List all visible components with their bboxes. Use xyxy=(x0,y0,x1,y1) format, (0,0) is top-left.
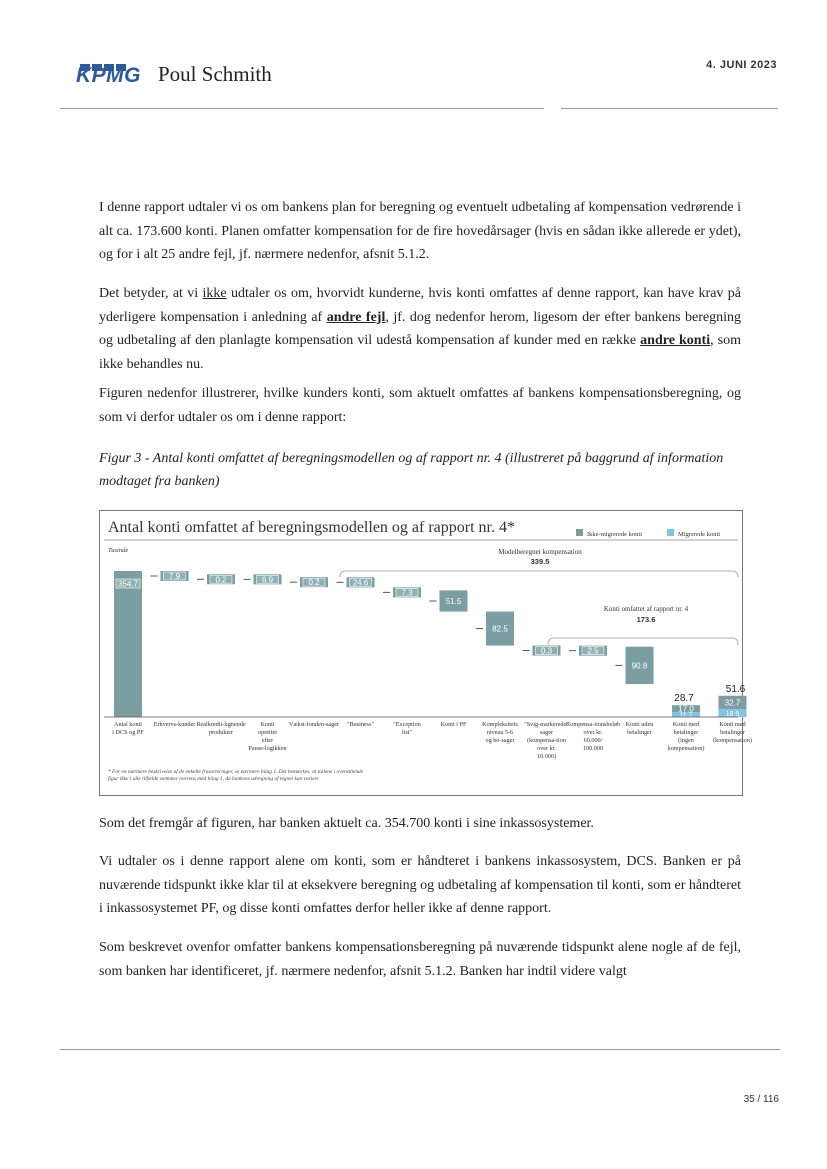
bar-value-3: 6.9 xyxy=(261,575,274,585)
unit-label: Tusinde xyxy=(108,547,129,554)
category-label-12: Konti med betalinger (ingen kompensation) xyxy=(667,721,705,752)
category-label-7: Konti i PF xyxy=(440,721,467,728)
bar-total-12: 28.7 xyxy=(674,693,694,705)
header-divider-left xyxy=(60,108,544,109)
bar-value-2: 0.2 xyxy=(215,575,227,585)
annotation-label-2: Konti omfattet af rapport nr. 4 xyxy=(603,605,689,613)
paragraph-4: Som det fremgår af figuren, har banken aktuelt ca. 354.700 konti i sine inkassosystemer. xyxy=(99,816,594,831)
bar-total-13: 51.6 xyxy=(725,683,746,695)
chart-footnote: * For en nærmere beskrivelse af de enkelte frasorteringer, se nærmere bilag 1. Det bemærkes, at tallene i ovenstående figur ikke i alle tilfælde stemmer overens med bilag 1, da bankens udregning af tegnet kan variere xyxy=(108,769,364,782)
waterfall-chart xyxy=(100,511,752,795)
paragraph-6: Som beskrevet ovenfor omfatter bankens kompensationsberegning på nuværende tidspunkt alene nogle af de fejl, som banken har identificeret, jf. nærmere nedenfor, afsnit 5.1.2. Banken har indtil videre valgt xyxy=(99,940,741,979)
header-divider-right xyxy=(561,108,778,109)
category-label-13: Konti med betalinger (kompensation) xyxy=(713,721,752,744)
bar-value-8: 82.5 xyxy=(492,624,508,634)
figure-caption: Figur 3 - Antal konti omfattet af beregningsmodellen og af rapport nr. 4 (illustreret på baggrund af information modtaget fra banken) xyxy=(99,451,724,489)
category-label-3: Konti oprettet efter Pause-logikken xyxy=(248,721,287,752)
annotation-label-1: Modelberegnet kompensation xyxy=(498,548,582,556)
bar-value-11: 90.8 xyxy=(631,661,648,671)
kpmg-logo: KPMG xyxy=(76,64,141,87)
legend-swatch-migrated xyxy=(667,529,674,536)
page-number: 35 / 116 xyxy=(743,1094,779,1105)
annotation-value-1: 339.5 xyxy=(530,557,550,566)
category-label-9: "Svig-markerede" sager (kompensa-tion over kr. 10.000) xyxy=(524,721,569,760)
category-label-5: "Business" xyxy=(346,721,375,728)
emphasis-andre-konti: andre konti xyxy=(640,333,711,348)
emphasis-ikke: ikke xyxy=(202,286,227,301)
category-label-0: Antal konti i DCS og PF xyxy=(112,721,144,736)
bar-value-non-migrated-12: 17.0 xyxy=(678,704,694,714)
paragraph-3: Figuren nedenfor illustrerer, hvilke kunders konti, som aktuelt omfattes af bankens kompensationsberegning, og som vi derfor udtaler os om i denne rapport: xyxy=(99,386,741,425)
bar-value-1: 7.9 xyxy=(168,572,181,581)
category-label-10: Kompensa-tionsbeløb over kr. 60.000/ 100.000 xyxy=(565,721,621,752)
annotation-bracket-1 xyxy=(340,571,738,577)
annotation-value-2: 173.6 xyxy=(636,615,656,624)
category-label-11: Konti uden betalinger xyxy=(625,721,654,736)
category-label-4: Vækst-fonden-sager xyxy=(288,721,340,728)
legend-swatch-non-migrated xyxy=(576,529,583,536)
bar-value-10: 2.5 xyxy=(587,646,599,656)
legend-label-non-migrated: Ikke-migrerede konti xyxy=(587,531,643,538)
chart-title: Antal konti omfattet af beregningsmodellen og af rapport nr. 4* xyxy=(108,519,515,536)
category-label-1: Erhvervs-kunder xyxy=(153,721,196,728)
bar-value-5: 24.6 xyxy=(352,578,369,588)
bar-value-6: 7.3 xyxy=(401,588,413,598)
bar-value-migrated-12: 11.7 xyxy=(679,712,693,720)
bar-value-0: 354.7 xyxy=(117,579,139,589)
bar-value-7: 51.5 xyxy=(445,596,462,606)
waterfall-figure xyxy=(99,510,752,796)
paragraph-2: Det betyder, at vi ikke udtaler os om, hvorvidt kunderne, hvis konti omfattes af denne rapport, kan have krav på yderligere kompensation i anledning af andre fejl, jf. dog nedenfor herom, ligesom der efter bankens beregning og udbetaling af den planlagte kompensation vil udestå kompensation af kunder med en række andre konti, som ikke behandles nu. xyxy=(99,286,742,372)
category-label-2: Realkredit-lignende produkter xyxy=(196,721,246,736)
footer-divider xyxy=(60,1049,780,1050)
bar-value-4: 0.2 xyxy=(308,578,320,588)
category-label-6: "Exception list" xyxy=(393,721,421,736)
bar-value-9: 0.3 xyxy=(540,646,553,656)
paragraph-5: Vi udtaler os i denne rapport alene om konti, som er håndteret i bankens inkassosystem, DCS. Banken er på nuværende tidspunkt ikke klar til at eksekvere beregning og udbetaling af kompensation til konti, som er håndteret i inkassosystemet PF, og disse konti omfattes derfor heller ikke af denne rapport. xyxy=(99,854,741,916)
report-date: 4. JUNI 2023 xyxy=(706,59,777,71)
bar-0 xyxy=(114,571,142,717)
kpmg-logo-blocks xyxy=(80,56,136,63)
annotation-bracket-2 xyxy=(548,638,738,645)
author-name: Poul Schmith xyxy=(158,62,272,86)
bar-value-migrated-13: 18.9 xyxy=(725,711,740,719)
category-label-8: Kompleksitets niveau 5-6 og bo-sager xyxy=(482,721,518,744)
emphasis-andre-fejl: andre fejl xyxy=(326,309,386,325)
bar-value-non-migrated-13: 32.7 xyxy=(724,698,741,708)
paragraph-1: I denne rapport udtaler vi os om bankens plan for beregning og eventuelt udbetaling af kompensation vedrørende i alt ca. 173.600 konti. Planen omfatter kompensation for de fire hovedårsager (hvis en sådan ikke allerede er ydet), og for i alt 25 andre fejl, jf. nærmere nedenfor, afsnit 5.1.2. xyxy=(99,200,741,262)
legend-label-migrated: Migrerede konti xyxy=(678,531,721,538)
